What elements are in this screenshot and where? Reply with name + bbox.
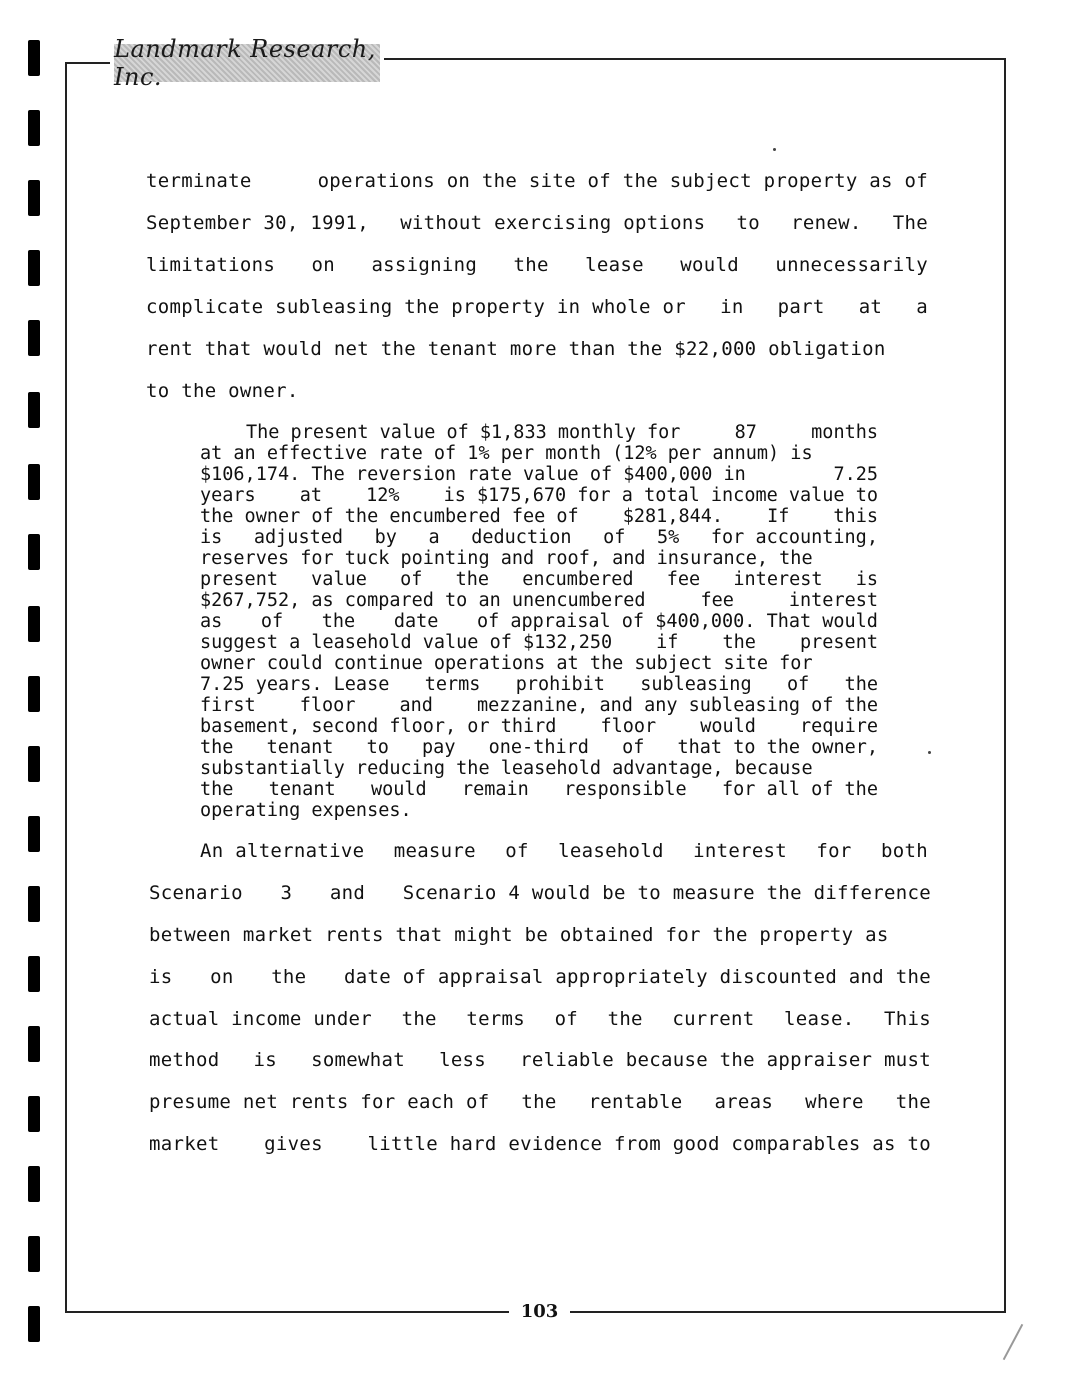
word-group: $267,752, as compared to an unencumbered — [200, 590, 646, 611]
word-group: current — [672, 1008, 755, 1030]
quote-line — [200, 716, 878, 737]
binding-hole — [28, 816, 40, 852]
word-group: the — [401, 1008, 437, 1030]
word-group: somewhat — [311, 1049, 405, 1071]
binding-hole — [28, 250, 40, 286]
quote-line — [200, 527, 878, 548]
word-group: Scenario — [149, 882, 243, 904]
binding-hole — [28, 464, 40, 500]
quote-line — [200, 779, 878, 800]
text-line — [146, 212, 928, 234]
word-group: for accounting, — [710, 527, 878, 548]
quote-line — [200, 548, 878, 569]
word-group: where — [805, 1091, 864, 1113]
word-group: both — [880, 840, 928, 862]
word-group: September 30, 1991, — [146, 212, 370, 234]
word-group: An alternative — [200, 840, 365, 862]
word-group: at — [299, 485, 323, 506]
binding-hole — [28, 886, 40, 922]
frame-border — [1004, 58, 1006, 1312]
quote-line — [200, 590, 878, 611]
binding-hole — [28, 956, 40, 992]
word-group: date of appraisal appropriately discounted and the — [344, 966, 931, 988]
word-group: fee — [666, 569, 701, 590]
word-group: measure — [393, 840, 476, 862]
text-line — [149, 882, 931, 904]
word-group: 7.25 — [833, 464, 878, 485]
binding-hole — [28, 1026, 40, 1062]
word-group: would — [680, 254, 739, 276]
word-group: the — [321, 611, 356, 632]
quote-line — [200, 695, 878, 716]
word-group: is $175,670 for a total income value to — [443, 485, 878, 506]
word-group: require — [800, 716, 878, 737]
word-group: $106,174. The reversion rate value of $400,000 in — [200, 464, 746, 485]
word-group: a — [916, 296, 928, 318]
text-line — [149, 1091, 931, 1113]
word-group: to — [736, 212, 761, 234]
word-group: The present value of $1,833 monthly for — [246, 422, 681, 443]
word-group: in — [720, 296, 744, 318]
word-group: as — [200, 611, 223, 632]
word-group: the — [455, 569, 489, 590]
word-group: 3 — [280, 882, 293, 904]
text-line — [146, 380, 928, 402]
word-group: operations on the site of the subject property as of — [317, 170, 928, 192]
word-group: responsible — [564, 779, 687, 800]
word-group: fee — [700, 590, 734, 611]
word-group: less — [439, 1049, 487, 1071]
word-group: renew. — [791, 212, 862, 234]
quote-line — [200, 569, 878, 590]
quote-line — [200, 758, 878, 779]
word-group: remain — [461, 779, 529, 800]
word-group: deduction — [471, 527, 572, 548]
word-group: one-third — [488, 737, 589, 758]
word-group: of — [554, 1008, 579, 1030]
word-group: value — [311, 569, 367, 590]
word-group: 12% — [366, 485, 400, 506]
text-line — [149, 966, 931, 988]
page-number: 103 — [520, 1301, 559, 1322]
word-group: the — [844, 674, 878, 695]
speck — [773, 148, 776, 151]
word-group: unnecessarily — [775, 254, 928, 276]
word-group: the — [200, 779, 234, 800]
word-group: Scenario 4 would be to measure the difference — [402, 882, 931, 904]
word-group: reserves for tuck pointing and roof, and insurance, the — [200, 548, 813, 569]
word-group: 5% — [657, 527, 680, 548]
word-group: at — [858, 296, 883, 318]
word-group: would — [370, 779, 427, 800]
word-group: at an effective rate of 1% per month (12% per annum) is — [200, 443, 813, 464]
word-group: reliable because the appraiser must — [520, 1049, 931, 1071]
word-group: substantially reducing the leasehold advantage, because — [200, 758, 813, 779]
word-group: 87 — [734, 422, 757, 443]
frame-border — [65, 62, 110, 64]
word-group: of — [505, 840, 529, 862]
word-group: for all of the — [722, 779, 878, 800]
binding-hole — [28, 1306, 40, 1342]
word-group: mezzanine, and any subleasing of the — [477, 695, 878, 716]
word-group: on — [210, 966, 234, 988]
word-group: complicate subleasing the property in whole or — [146, 296, 686, 318]
frame-border — [384, 58, 1006, 60]
binding-hole — [28, 606, 40, 642]
word-group: rent that would net the tenant more than the $22,000 obligation — [146, 338, 886, 360]
word-group: terminate — [146, 170, 252, 192]
binding-hole — [28, 180, 40, 216]
word-group: encumbered — [522, 569, 634, 590]
binding-holes — [28, 40, 42, 1380]
word-group: months — [811, 422, 878, 443]
word-group: the — [271, 966, 307, 988]
word-group: operating expenses. — [200, 800, 412, 821]
frame-border — [570, 1311, 1006, 1313]
word-group: rentable — [588, 1091, 683, 1113]
word-group: $281,844. — [622, 506, 724, 527]
word-group: floor — [299, 695, 356, 716]
word-group: presume net rents for each of — [149, 1091, 490, 1113]
word-group: a — [428, 527, 440, 548]
quote-line — [200, 653, 878, 674]
word-group: prohibit — [515, 674, 605, 695]
word-group: is — [855, 569, 878, 590]
word-group: of — [786, 674, 810, 695]
text-line — [149, 924, 931, 946]
quote-line — [200, 632, 878, 653]
word-group: first — [200, 695, 256, 716]
quote-line — [200, 443, 878, 464]
word-group: present — [200, 569, 278, 590]
quote-line — [200, 611, 878, 632]
word-group: if — [656, 632, 679, 653]
word-group: lease. — [784, 1008, 855, 1030]
quote-line — [200, 674, 878, 695]
quote-line — [200, 464, 878, 485]
word-group: terms — [466, 1008, 526, 1030]
word-group: of appraisal of $400,000. That would — [476, 611, 878, 632]
word-group: tenant — [268, 779, 336, 800]
binding-hole — [28, 534, 40, 570]
binding-hole — [28, 1096, 40, 1132]
word-group: of — [260, 611, 284, 632]
word-group: leasehold — [558, 840, 664, 862]
word-group: years — [200, 485, 256, 506]
word-group: that to the owner, — [677, 737, 878, 758]
word-group: between market rents that might be obtained for the property as — [149, 924, 889, 946]
text-line — [146, 296, 928, 318]
word-group: method — [149, 1049, 220, 1071]
quote-line — [200, 485, 878, 506]
word-group: the — [513, 254, 549, 276]
text-line — [146, 170, 928, 192]
word-group: little hard evidence from good comparables as to — [367, 1133, 931, 1155]
word-group: the — [895, 1091, 931, 1113]
word-group: of — [603, 527, 626, 548]
quote-line — [200, 737, 878, 758]
text-line — [200, 840, 928, 862]
word-group: the — [722, 632, 756, 653]
word-group: interest — [788, 590, 878, 611]
binding-hole — [28, 320, 40, 356]
word-group: of — [400, 569, 423, 590]
word-group: market — [149, 1133, 220, 1155]
word-group: of — [622, 737, 645, 758]
pencil-mark — [1003, 1324, 1024, 1360]
word-group: The — [892, 212, 928, 234]
word-group: to — [366, 737, 389, 758]
text-line — [146, 254, 928, 276]
word-group: adjusted — [253, 527, 343, 548]
word-group: by — [374, 527, 397, 548]
binding-hole — [28, 746, 40, 782]
word-group: This — [884, 1008, 931, 1030]
text-line — [146, 338, 928, 360]
frame-border — [65, 1311, 509, 1313]
word-group: terms — [424, 674, 481, 695]
word-group: on — [311, 254, 336, 276]
word-group: tenant — [266, 737, 334, 758]
word-group: this — [833, 506, 878, 527]
binding-hole — [28, 40, 40, 76]
word-group: gives — [264, 1133, 323, 1155]
word-group: and — [329, 882, 366, 904]
quote-line — [246, 422, 878, 443]
word-group: floor — [600, 716, 657, 737]
binding-hole — [28, 110, 40, 146]
binding-hole — [28, 1166, 40, 1202]
word-group: is — [253, 1049, 277, 1071]
word-group: owner could continue operations at the subject site for — [200, 653, 813, 674]
speck — [928, 751, 931, 754]
word-group: is — [200, 527, 223, 548]
word-group: for — [816, 840, 852, 862]
text-line — [149, 1008, 931, 1030]
text-line — [149, 1133, 931, 1155]
word-group: pay — [422, 737, 456, 758]
word-group: the owner of the encumbered fee of — [200, 506, 579, 527]
word-group: and — [399, 695, 433, 716]
word-group: part — [777, 296, 825, 318]
word-group: areas — [714, 1091, 774, 1113]
word-group: suggest a leasehold value of $132,250 — [200, 632, 613, 653]
word-group: 7.25 years. Lease — [200, 674, 390, 695]
frame-border — [65, 62, 67, 1312]
word-group: interest — [693, 840, 788, 862]
word-group: the — [607, 1008, 643, 1030]
word-group: to the owner. — [146, 380, 299, 402]
word-group: assigning — [371, 254, 478, 276]
word-group: present — [800, 632, 878, 653]
word-group: date — [393, 611, 439, 632]
word-group: If — [767, 506, 790, 527]
binding-hole — [28, 676, 40, 712]
word-group: lease — [585, 254, 644, 276]
word-group: subleasing — [640, 674, 752, 695]
word-group: is — [149, 966, 173, 988]
word-group: would — [700, 716, 756, 737]
word-group: without exercising options — [400, 212, 706, 234]
quote-line — [200, 506, 878, 527]
quote-line — [200, 800, 878, 821]
word-group: basement, second floor, or third — [200, 716, 557, 737]
binding-hole — [28, 392, 40, 428]
word-group: limitations — [146, 254, 276, 276]
word-group: the — [521, 1091, 557, 1113]
word-group: interest — [733, 569, 823, 590]
company-logo: Landmark Research, Inc. — [114, 44, 380, 82]
word-group: the — [200, 737, 234, 758]
binding-hole — [28, 1236, 40, 1272]
text-line — [149, 1049, 931, 1071]
word-group: actual income under — [149, 1008, 373, 1030]
